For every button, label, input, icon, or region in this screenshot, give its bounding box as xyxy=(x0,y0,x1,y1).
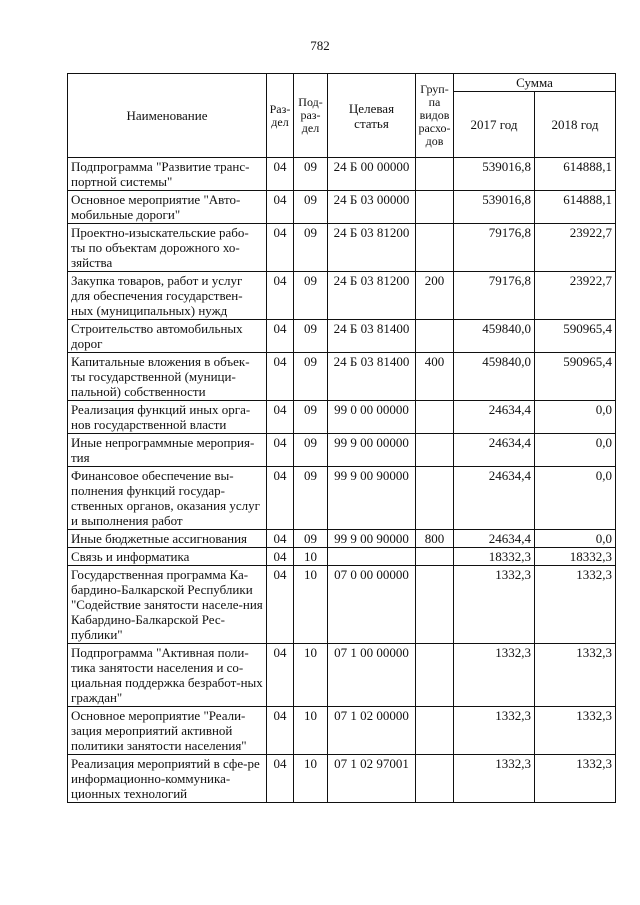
row-expense-group xyxy=(416,320,454,353)
row-sum-2018: 1332,3 xyxy=(535,707,616,755)
row-expense-group xyxy=(416,467,454,530)
row-subsection: 09 xyxy=(294,401,328,434)
row-name: Капитальные вложения в объек-ты государственной (муници-пальной) собственности xyxy=(68,353,267,401)
row-section: 04 xyxy=(267,548,294,566)
table-row xyxy=(68,158,616,191)
row-name: Основное мероприятие "Авто-мобильные дороги" xyxy=(68,191,267,224)
table-row xyxy=(68,224,616,272)
table-row xyxy=(68,467,616,530)
row-target-article: 24 Б 03 81200 xyxy=(328,224,416,272)
row-sum-2017: 1332,3 xyxy=(454,707,535,755)
table-body xyxy=(68,158,616,803)
row-sum-2017: 539016,8 xyxy=(454,158,535,191)
row-section: 04 xyxy=(267,644,294,707)
row-target-article: 24 Б 03 81200 xyxy=(328,272,416,320)
row-expense-group: 800 xyxy=(416,530,454,548)
header-sum: Сумма xyxy=(454,74,616,92)
row-expense-group: 200 xyxy=(416,272,454,320)
row-sum-2017: 24634,4 xyxy=(454,401,535,434)
row-sum-2018: 1332,3 xyxy=(535,644,616,707)
row-sum-2018: 23922,7 xyxy=(535,272,616,320)
row-sum-2017: 79176,8 xyxy=(454,224,535,272)
row-sum-2018: 0,0 xyxy=(535,401,616,434)
row-subsection: 09 xyxy=(294,224,328,272)
row-section: 04 xyxy=(267,320,294,353)
row-sum-2018: 0,0 xyxy=(535,530,616,548)
table-row xyxy=(68,191,616,224)
row-target-article: 99 9 00 00000 xyxy=(328,434,416,467)
row-sum-2018: 0,0 xyxy=(535,434,616,467)
row-section: 04 xyxy=(267,401,294,434)
row-name: Финансовое обеспечение вы-полнения функций государ-ственных органов, оказания услуг и выполнения работ xyxy=(68,467,267,530)
row-sum-2018: 614888,1 xyxy=(535,158,616,191)
table-row xyxy=(68,548,616,566)
row-subsection: 09 xyxy=(294,320,328,353)
row-target-article: 24 Б 00 00000 xyxy=(328,158,416,191)
table-row xyxy=(68,272,616,320)
row-name: Иные бюджетные ассигнования xyxy=(68,530,267,548)
row-name: Строительство автомобильных дорог xyxy=(68,320,267,353)
row-section: 04 xyxy=(267,191,294,224)
table-row xyxy=(68,530,616,548)
row-expense-group xyxy=(416,644,454,707)
row-subsection: 09 xyxy=(294,272,328,320)
row-section: 04 xyxy=(267,530,294,548)
row-subsection: 10 xyxy=(294,548,328,566)
header-section: Раз-дел xyxy=(267,74,294,158)
row-subsection: 09 xyxy=(294,158,328,191)
row-target-article: 07 1 02 97001 xyxy=(328,755,416,803)
row-section: 04 xyxy=(267,707,294,755)
row-target-article: 99 0 00 00000 xyxy=(328,401,416,434)
header-expense-group: Груп-па видов расхо-дов xyxy=(416,74,454,158)
row-expense-group xyxy=(416,224,454,272)
row-section: 04 xyxy=(267,272,294,320)
header-subsection: Под-раз-дел xyxy=(294,74,328,158)
table-row xyxy=(68,566,616,644)
row-sum-2018: 23922,7 xyxy=(535,224,616,272)
row-sum-2018: 1332,3 xyxy=(535,566,616,644)
table-row xyxy=(68,434,616,467)
table-row xyxy=(68,320,616,353)
row-sum-2017: 24634,4 xyxy=(454,530,535,548)
row-name: Основное мероприятие "Реали-зация мероприятий активной политики занятости населения" xyxy=(68,707,267,755)
row-section: 04 xyxy=(267,158,294,191)
row-sum-2017: 79176,8 xyxy=(454,272,535,320)
table-row xyxy=(68,644,616,707)
table-row xyxy=(68,755,616,803)
header-target-article: Целевая статья xyxy=(328,74,416,158)
budget-table xyxy=(67,73,616,803)
row-sum-2017: 1332,3 xyxy=(454,644,535,707)
row-subsection: 09 xyxy=(294,434,328,467)
table-row xyxy=(68,353,616,401)
row-sum-2017: 539016,8 xyxy=(454,191,535,224)
header-year-2018: 2018 год xyxy=(535,92,616,158)
header-name: Наименование xyxy=(68,74,267,158)
row-sum-2017: 459840,0 xyxy=(454,353,535,401)
row-expense-group xyxy=(416,755,454,803)
row-expense-group xyxy=(416,707,454,755)
row-subsection: 09 xyxy=(294,353,328,401)
row-sum-2018: 0,0 xyxy=(535,467,616,530)
row-sum-2018: 590965,4 xyxy=(535,320,616,353)
row-name: Подпрограмма "Развитие транс-портной системы" xyxy=(68,158,267,191)
row-subsection: 09 xyxy=(294,467,328,530)
row-subsection: 09 xyxy=(294,191,328,224)
row-name: Закупка товаров, работ и услуг для обеспечения государствен-ных (муниципальных) нужд xyxy=(68,272,267,320)
row-target-article: 07 1 02 00000 xyxy=(328,707,416,755)
row-name: Государственная программа Ка-бардино-Балкарской Республики "Содействие занятости населе-ния Кабардино-Балкарской Рес-публики" xyxy=(68,566,267,644)
row-expense-group xyxy=(416,566,454,644)
row-subsection: 10 xyxy=(294,566,328,644)
row-name: Связь и информатика xyxy=(68,548,267,566)
header-year-2017: 2017 год xyxy=(454,92,535,158)
page-number: 782 xyxy=(310,38,330,53)
row-target-article: 99 9 00 90000 xyxy=(328,467,416,530)
row-name: Реализация функций иных орга-нов государственной власти xyxy=(68,401,267,434)
row-subsection: 10 xyxy=(294,707,328,755)
row-sum-2018: 18332,3 xyxy=(535,548,616,566)
row-section: 04 xyxy=(267,353,294,401)
row-target-article: 24 Б 03 00000 xyxy=(328,191,416,224)
row-section: 04 xyxy=(267,434,294,467)
row-sum-2017: 24634,4 xyxy=(454,467,535,530)
row-section: 04 xyxy=(267,224,294,272)
row-target-article: 24 Б 03 81400 xyxy=(328,353,416,401)
row-expense-group xyxy=(416,158,454,191)
row-subsection: 10 xyxy=(294,755,328,803)
row-target-article: 07 1 00 00000 xyxy=(328,644,416,707)
row-name: Подпрограмма "Активная поли-тика занятости населения и со-циальная поддержка безработ-ных граждан" xyxy=(68,644,267,707)
row-sum-2017: 1332,3 xyxy=(454,566,535,644)
row-subsection: 10 xyxy=(294,644,328,707)
row-sum-2017: 18332,3 xyxy=(454,548,535,566)
row-target-article: 07 0 00 00000 xyxy=(328,566,416,644)
row-section: 04 xyxy=(267,566,294,644)
row-sum-2017: 1332,3 xyxy=(454,755,535,803)
row-expense-group xyxy=(416,191,454,224)
row-sum-2018: 1332,3 xyxy=(535,755,616,803)
row-target-article xyxy=(328,548,416,566)
row-name: Проектно-изыскательские рабо-ты по объектам дорожного хо-зяйства xyxy=(68,224,267,272)
row-expense-group xyxy=(416,548,454,566)
row-subsection: 09 xyxy=(294,530,328,548)
row-expense-group: 400 xyxy=(416,353,454,401)
row-name: Иные непрограммные мероприя-тия xyxy=(68,434,267,467)
row-sum-2018: 614888,1 xyxy=(535,191,616,224)
table-row xyxy=(68,401,616,434)
row-name: Реализация мероприятий в сфе-ре информационно-коммуника-ционных технологий xyxy=(68,755,267,803)
row-expense-group xyxy=(416,434,454,467)
row-sum-2017: 24634,4 xyxy=(454,434,535,467)
row-expense-group xyxy=(416,401,454,434)
row-target-article: 24 Б 03 81400 xyxy=(328,320,416,353)
row-section: 04 xyxy=(267,467,294,530)
row-sum-2018: 590965,4 xyxy=(535,353,616,401)
row-target-article: 99 9 00 90000 xyxy=(328,530,416,548)
row-section: 04 xyxy=(267,755,294,803)
row-sum-2017: 459840,0 xyxy=(454,320,535,353)
table-row xyxy=(68,707,616,755)
